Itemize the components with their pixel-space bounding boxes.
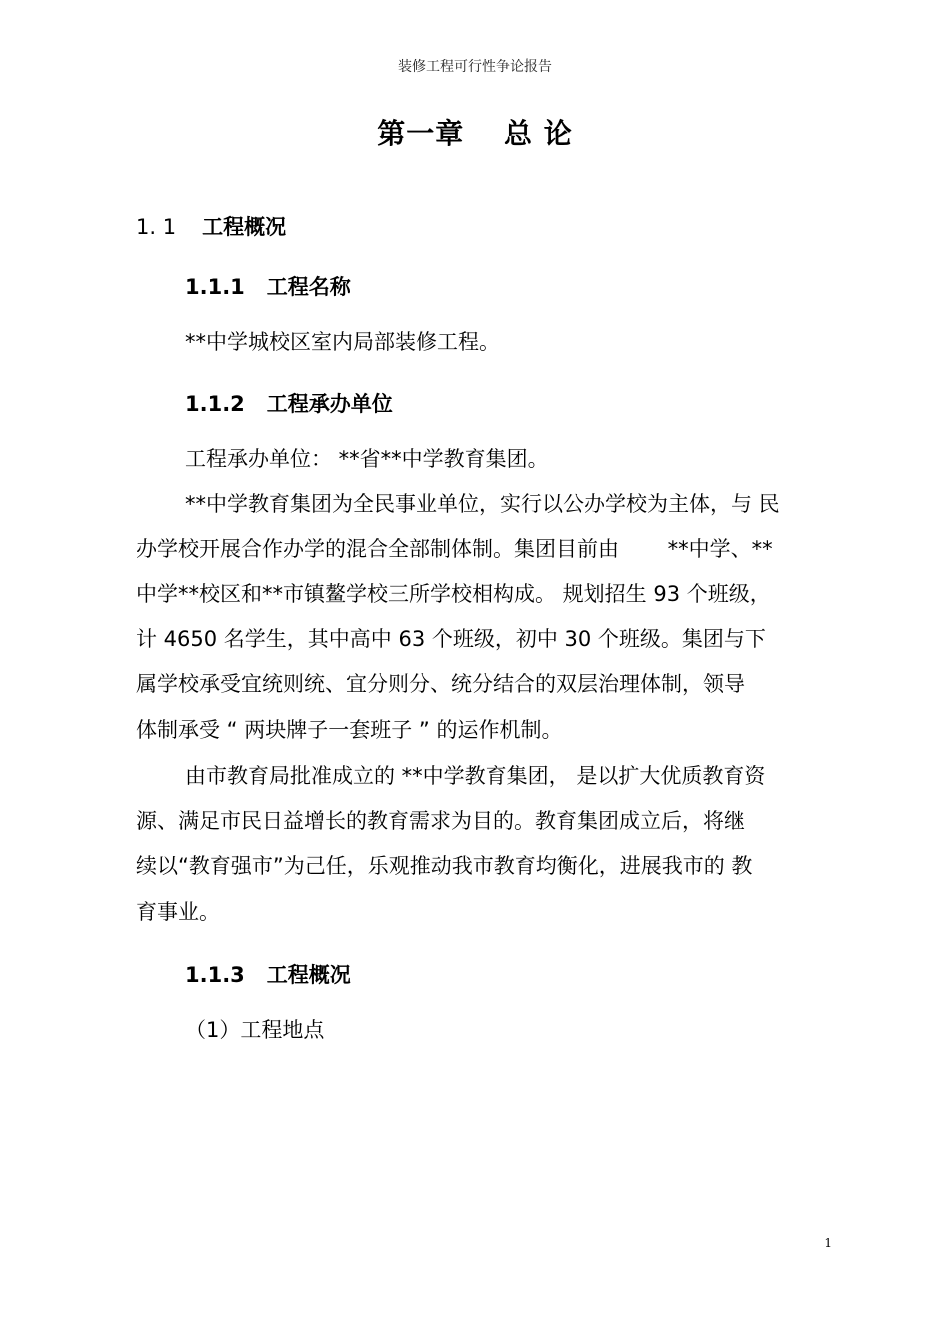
project-name-text: **中学城校区室内局部装修工程。 bbox=[185, 330, 500, 354]
paragraph-line: 续以“教育强市”为己任，乐观推动我市教育均衡化，进展我市的 教 bbox=[136, 854, 753, 878]
page-number: 1 bbox=[824, 1236, 832, 1250]
organizer-line: 工程承办单位： **省**中学教育集团。 bbox=[185, 447, 549, 471]
section-1-1-3-heading bbox=[185, 959, 351, 989]
paragraph-line: 属学校承受宜统则统、宜分则分、统分结合的双层治理体制，领导 bbox=[136, 672, 745, 696]
section-title: 工程名称 bbox=[266, 275, 351, 299]
paragraph-line: 办学校开展合作办学的混合全部制体制。集团目前由 **中学、** bbox=[136, 537, 773, 561]
paragraph-line: 计 4650 名学生，其中高中 63 个班级，初中 30 个班级。集团与下 bbox=[136, 627, 766, 651]
section-1-1-1-heading bbox=[185, 271, 351, 301]
section-number: 1. 1 bbox=[136, 215, 177, 239]
section-1-1-2-heading bbox=[185, 388, 393, 418]
section-title: 工程概况 bbox=[202, 215, 287, 239]
section-1-1-heading bbox=[136, 211, 286, 241]
list-item: （1）工程地点 bbox=[185, 1018, 325, 1042]
section-title: 工程承办单位 bbox=[266, 392, 393, 416]
section-number: 1.1.3 bbox=[185, 963, 245, 987]
paragraph-line: 育事业。 bbox=[136, 900, 220, 924]
paragraph-line: 体制承受 “ 两块牌子一套班子 ” 的运作机制。 bbox=[136, 718, 563, 742]
section-number: 1.1.1 bbox=[185, 275, 245, 299]
paragraph-line: **中学教育集团为全民事业单位，实行以公办学校为主体，与 民 bbox=[185, 492, 780, 516]
paragraph-line: 由市教育局批准成立的 **中学教育集团， 是以扩大优质教育资 bbox=[185, 764, 766, 788]
section-number: 1.1.2 bbox=[185, 392, 245, 416]
section-title: 工程概况 bbox=[266, 963, 351, 987]
page-header: 装修工程可行性争论报告 bbox=[398, 59, 552, 75]
paragraph-line: 源、满足市民日益增长的教育需求为目的。教育集团成立后，将继 bbox=[136, 809, 745, 833]
paragraph-line: 中学**校区和**市镇鳌学校三所学校相构成。 规划招生 93 个班级， bbox=[136, 582, 771, 606]
chapter-title: 第一章 总 论 bbox=[377, 117, 573, 150]
